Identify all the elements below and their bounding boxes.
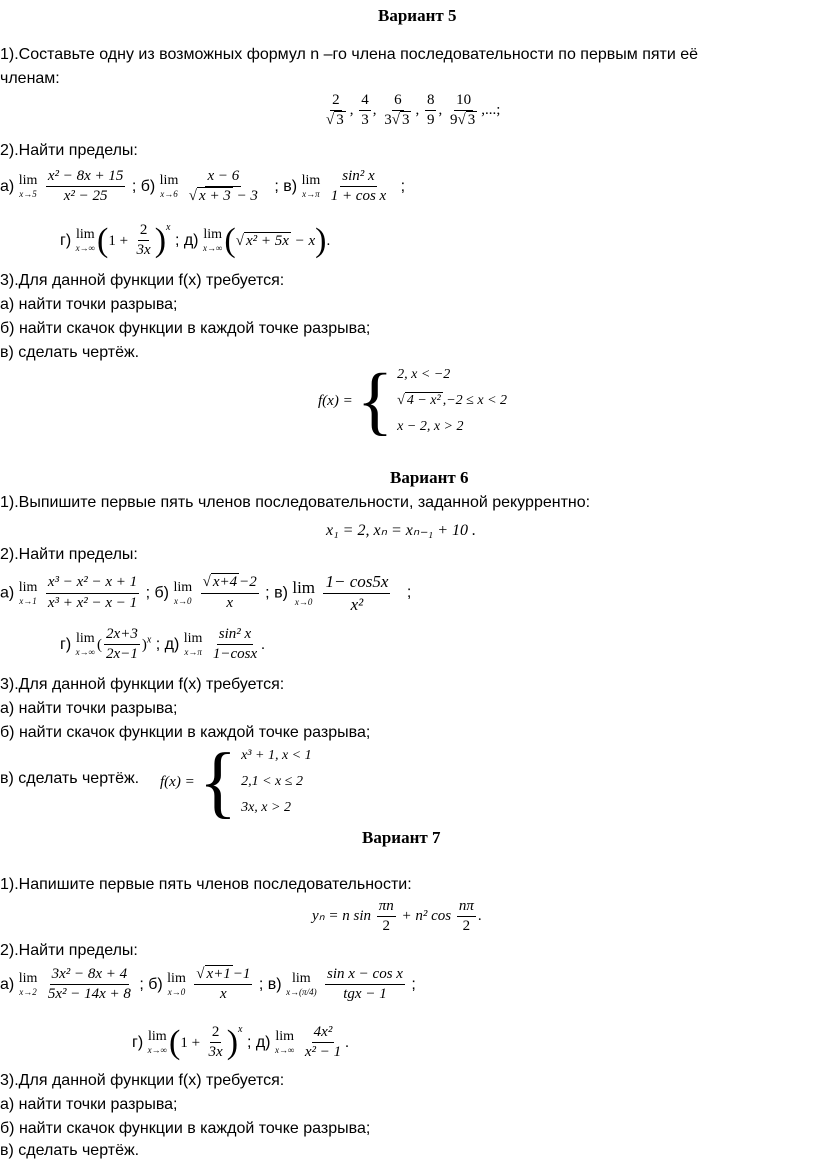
v5-task1-text: 1).Составьте одну из возможных формул n –го члена последовательности по первым пяти её <box>0 46 699 63</box>
v6-task3-b: б) найти скачок функции в каждой точке разрыва; <box>0 724 371 741</box>
variant-6-title: Вариант 6 <box>390 468 469 487</box>
variant-5-title: Вариант 5 <box>378 6 457 25</box>
v7-task3-a: а) найти точки разрыва; <box>0 1096 178 1113</box>
v5-task3-b: б) найти скачок функции в каждой точке разрыва; <box>0 320 371 337</box>
v6-piecewise-function: f(x) = { x³ + 1, x < 1 2,1 < x ≤ 2 3x, x > 2 <box>160 738 312 826</box>
v7-limits-row2: г) lim x→∞ (1 + $\frac{2}{3x}$ )$^x$ ; д) lim x→∞ $\frac{\text{4x²}}{\text{x² − 1}}$ . <box>132 1023 349 1061</box>
v5-piecewise-function: f(x) = { 2, x < −2 √ 4 − x² ,−2 ≤ x < 2 x − 2, x > 2 <box>318 359 508 443</box>
v6-task2-text: 2).Найти пределы: <box>0 546 138 563</box>
v5-task2-text: 2).Найти пределы: <box>0 142 138 159</box>
v7-sequence-formula: yₙ = n sin $\frac{\pi n}{2}$ + n² cos $\frac{n\pi}{2}$ . <box>312 898 482 935</box>
v6-task1-text: 1).Выпишите первые пять членов последовательности, заданной рекуррентно: <box>0 494 591 511</box>
v6-limits-row1: а) lim x→1 $\frac{\text{x³ − x² − x + 1}}{\text{x³ + x² − x − 1}}$ ; б) lim x→0 $\frac{√ x+4 -2}{x}$ ; в) lim x→0 $\frac{1- \cos 5x}{\text{x²}}$ ; <box>0 572 412 614</box>
v5-limits-row2: г) lim x→∞ (1 + $\frac{2}{3x}$ )$^x$ ; д) lim x→∞ (√ x² + 5x − x). <box>60 221 331 259</box>
v7-task3-c: в) сделать чертёж. <box>0 1142 140 1159</box>
v6-task3-text: 3).Для данной функции f(x) требуется: <box>0 676 285 693</box>
v6-task3-a: а) найти точки разрыва; <box>0 700 178 717</box>
v7-limits-row1: а) lim x→2 $\frac{\text{3x² − 8x + 4}}{\text{5x² − 14x + 8}}$ ; б) lim x→0 $\frac{√ x+1 -1}{x}$ ; в) lim x→(π/4) sin x − cos x tgx − 1 ; <box>0 966 416 1003</box>
v5-task1-text-cont: членам: <box>0 70 60 87</box>
v7-task2-text: 2).Найти пределы: <box>0 942 138 959</box>
v7-task1-text: 1).Напишите первые пять членов последовательности: <box>0 876 412 893</box>
v7-task3-text: 3).Для данной функции f(x) требуется: <box>0 1072 285 1089</box>
v5-task3-c: в) сделать чертёж. <box>0 344 140 361</box>
v5-limits-row1: а) lim x→5 $\frac{\text{x² − 8x + 15}}{\text{x² − 25}}$ ; б) lim x→6 $\frac{x - 6}{√ x + 3 - 3}$ ; в) lim x→π $\frac{\text{sin² x}}{\text{1 + cos x}}$ ; <box>0 168 406 205</box>
v6-limits-row2: г) lim x→∞ ( $\frac{2x+3}{2x-1}$ )$^x$ ; д) lim x→π $\frac{\text{sin² x}}{1-\cos x}$ . <box>60 626 265 663</box>
v6-task3-c: в) сделать чертёж. <box>0 770 140 787</box>
variant-7-title: Вариант 7 <box>362 828 441 847</box>
v5-task3-text: 3).Для данной функции f(x) требуется: <box>0 272 285 289</box>
v6-recurrence: x₁ = 2, xₙ = xₙ₋₁ + 10 . <box>326 522 477 539</box>
v5-task3-a: а) найти точки разрыва; <box>0 296 178 313</box>
v7-task3-b: б) найти скачок функции в каждой точке разрыва; <box>0 1120 371 1137</box>
v5-sequence: $\frac{2}{√ 3}$ , $\frac{4}{3}$ , $\frac{6}{3√ 3}$ , $\frac{8}{9}$ , $\frac{10}{9√ 3}$ ,...; <box>326 92 501 129</box>
